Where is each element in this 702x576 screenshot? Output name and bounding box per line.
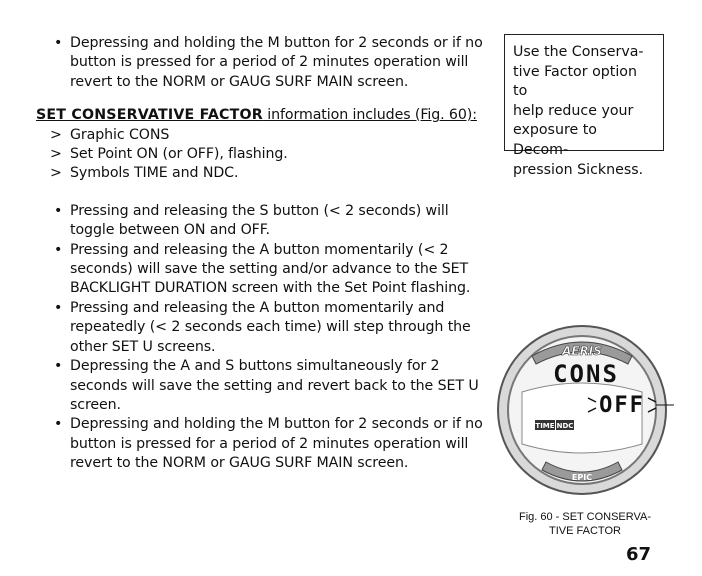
- bullet-dot: •: [54, 299, 63, 316]
- ndc-label: NDC: [556, 422, 574, 430]
- section-heading: [36, 106, 496, 125]
- arrow-marker: >: [50, 146, 62, 163]
- model-logo: EPIC: [571, 473, 593, 482]
- bullet-dot: •: [54, 202, 63, 219]
- note-box: Use the Conserva- tive Factor option to help reduce your exposure to Decom- pression Sickness.: [504, 34, 664, 151]
- time-label: TIME: [535, 422, 555, 430]
- top-bullet: [36, 34, 496, 92]
- brand-logo: AERIS: [562, 344, 602, 358]
- page-number: 67: [626, 544, 652, 565]
- lcd-off-text: OFF: [599, 393, 645, 418]
- arrow-marker: >: [50, 126, 62, 143]
- bullet-line: revert to the NORM or GAUG SURF MAIN screen.: [70, 73, 409, 90]
- bullet-dot: •: [54, 416, 63, 433]
- bullet-line: button is pressed for a period of 2 minutes operation will: [70, 54, 469, 71]
- instruction-bullet: • Depressing the A and S buttons simultaneously for 2 seconds will save the setting and revert back to the SET U screen.: [54, 358, 479, 413]
- info-item: > Set Point ON (or OFF), flashing.: [36, 145, 496, 164]
- info-item: > Symbols TIME and NDC.: [36, 164, 496, 183]
- arrow-marker: >: [50, 165, 62, 182]
- instruction-bullet: • Pressing and releasing the A button momentarily (< 2 seconds) will save the setting and/or advance to the SET BACKLIGHT DURATION screen with the Set Point flashing.: [54, 241, 471, 297]
- dive-computer-figure: [496, 322, 676, 502]
- instruction-bullet: • Pressing and releasing the A button momentarily and repeatedly (< 2 seconds each time) will step through the other SET U screens.: [54, 299, 471, 355]
- instruction-bullet: • Pressing and releasing the S button (< 2 seconds) will toggle between ON and OFF.: [54, 202, 449, 239]
- instruction-bullet: • Depressing and holding the M button for 2 seconds or if no button is pressed for a period of 2 minutes operation will revert to the NORM or GAUG SURF MAIN screen.: [54, 416, 483, 472]
- lcd-cons-text: CONS: [553, 360, 619, 388]
- bullet-dot: •: [54, 241, 63, 258]
- heading-rest: information includes (Fig. 60):: [262, 107, 477, 124]
- figure-caption: Fig. 60 - SET CONSERVA- TIVE FACTOR: [518, 511, 652, 537]
- main-text: [36, 34, 496, 474]
- bullet-dot: •: [54, 358, 63, 375]
- bullet-dot: •: [54, 35, 63, 51]
- bullet-line: Depressing and holding the M button for 2 seconds or if no: [70, 35, 483, 51]
- heading-bold: SET CONSERVATIVE FACTOR: [36, 107, 263, 124]
- info-item: > Graphic CONS: [36, 126, 496, 145]
